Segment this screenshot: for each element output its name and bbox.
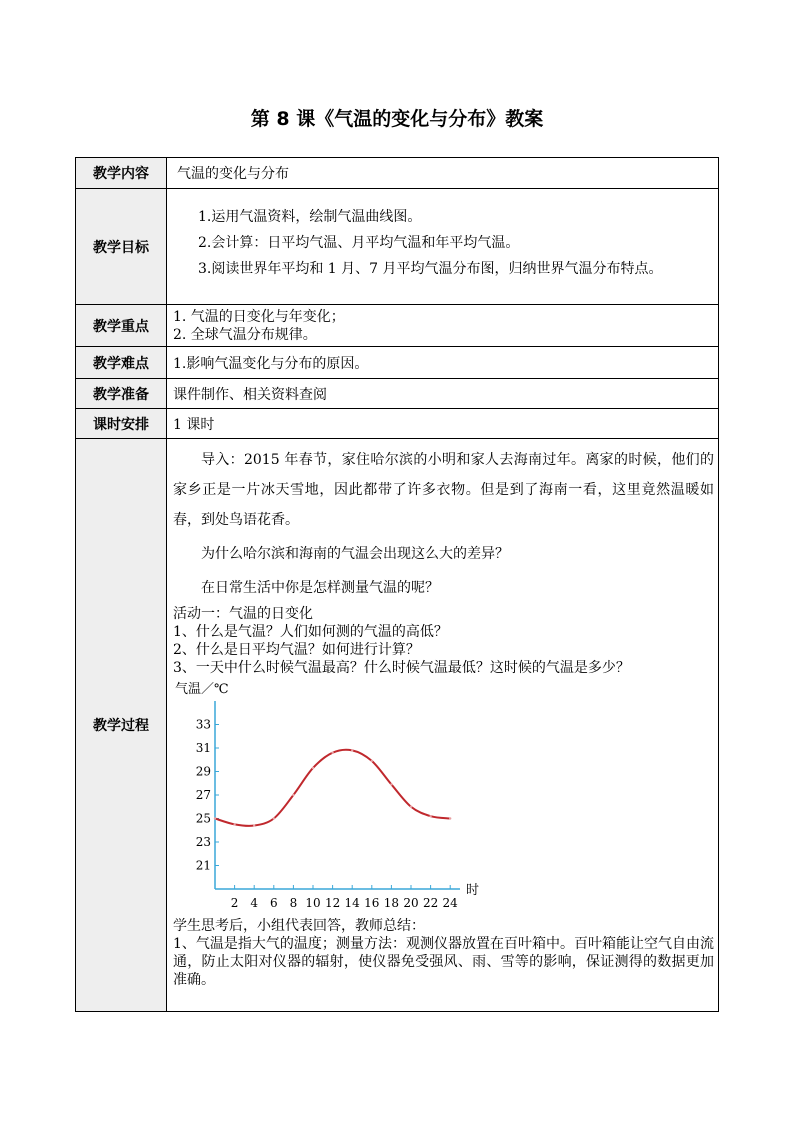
y-tick-label: 27 [195,788,211,802]
data-point [351,749,353,751]
row-value [167,305,719,347]
data-point [331,752,333,754]
x-tick-label: 24 [442,896,458,910]
row-value [167,189,719,305]
key-point-item: 2. 全球气温分布规律。 [173,326,317,343]
row-label: 教学难点 [76,347,167,379]
activity-question: 2、什么是日平均气温？如何进行计算？ [173,642,420,658]
x-tick-label: 14 [344,896,360,910]
preparation-text: 课件制作、相关资料查阅 [173,386,327,403]
row-value [167,347,719,379]
activity-question: 3、一天中什么时候气温最高？什么时候气温最低？这时候的气温是多少？ [173,660,630,676]
data-point [292,794,294,796]
page-title: 第 8 课《气温的变化与分布》教案 [250,108,544,130]
row-label: 教学过程 [76,439,167,1012]
schedule-text: 1 课时 [173,416,215,433]
activity-heading: 活动一：气温的日变化 [173,606,313,622]
summary-intro: 学生思考后，小组代表回答，教师总结： [173,918,425,934]
data-point [390,783,392,785]
content-text: 气温的变化与分布 [177,166,289,182]
data-point [410,806,412,808]
key-point-item: 1. 气温的日变化与年变化； [173,308,345,325]
row-label: 教学重点 [76,305,167,347]
temperature-curve [215,750,450,826]
row-value [167,158,719,189]
data-point [233,823,235,825]
x-tick-label: 18 [383,896,400,910]
row-process [76,439,719,1012]
row-key-points [76,305,719,347]
row-label: 课时安排 [76,409,167,439]
question-paragraph: 在日常生活中你是怎样测量气温的呢？ [201,580,439,596]
intro-paragraph: 导入：2015 年春节，家住哈尔滨的小明和家人去海南过年。离家的时候，他们的家乡正是一片冰天雪地，因此都带了许多衣物。但是到了海南一看，这里竟然温暖如春，到处鸟语花香。 [173,452,714,528]
row-label: 教学内容 [76,158,167,189]
row-content [76,158,719,189]
key-points-list [167,308,718,344]
x-tick-label: 12 [324,896,341,910]
y-axis-label: 气温／℃ [175,682,229,697]
row-schedule [76,409,719,439]
row-objectives [76,189,719,305]
data-point [273,817,275,819]
y-tick-label: 31 [195,741,211,755]
row-value [167,439,719,1012]
chart-axes [215,701,460,889]
data-point [449,817,451,819]
data-point [253,824,255,826]
y-tick-label: 29 [195,764,211,779]
chart-series [214,749,452,827]
row-label: 教学准备 [76,379,167,409]
data-point [429,815,431,817]
x-tick-label: 4 [250,896,259,910]
x-tick-label: 8 [289,896,298,910]
y-tick-label: 21 [195,858,211,873]
process-content [167,439,718,995]
x-tick-label: 10 [305,896,321,910]
difficulty-text: 1.影响气温变化与分布的原因。 [173,355,369,372]
row-difficulty [76,347,719,379]
x-tick-label: 16 [364,896,380,910]
x-tick-label: 6 [269,896,278,910]
activity-question: 1、什么是气温？人们如何测的气温的高低？ [173,624,448,640]
question-paragraph: 为什么哈尔滨和海南的气温会出现这么大的差异？ [201,546,509,562]
objectives-list [167,202,718,292]
x-axis-label: 时 [466,883,480,898]
row-value [167,379,719,409]
objective-item: 2.会计算：日平均气温、月平均气温和年平均气温。 [198,234,520,251]
data-point [371,760,373,762]
y-tick-label: 33 [195,717,211,732]
data-point [312,767,314,769]
row-preparation [76,379,719,409]
objective-item: 1.运用气温资料，绘制气温曲线图。 [198,208,422,225]
x-tick-label: 20 [403,896,419,910]
lesson-plan-table [75,157,719,1012]
x-tick-label: 22 [422,896,439,910]
row-label: 教学目标 [76,189,167,305]
data-point [214,817,216,819]
row-value [167,409,719,439]
objective-item: 3.阅读世界年平均和 1 月、7 月平均气温分布图，归纳世界气温分布特点。 [198,260,663,277]
summary-paragraph: 1、气温是指大气的温度；测量方法：观测仪器放置在百叶箱中。百叶箱能让空气自由流通，防止太阳对仪器的辐射，使仪器免受强风、雨、雪等的影响，保证测得的数据更加准确。 [173,936,714,988]
y-tick-label: 25 [195,811,211,826]
x-tick-label: 2 [230,896,239,910]
y-tick-label: 23 [195,835,211,849]
chart-svg [173,677,493,919]
temperature-chart [173,677,714,919]
